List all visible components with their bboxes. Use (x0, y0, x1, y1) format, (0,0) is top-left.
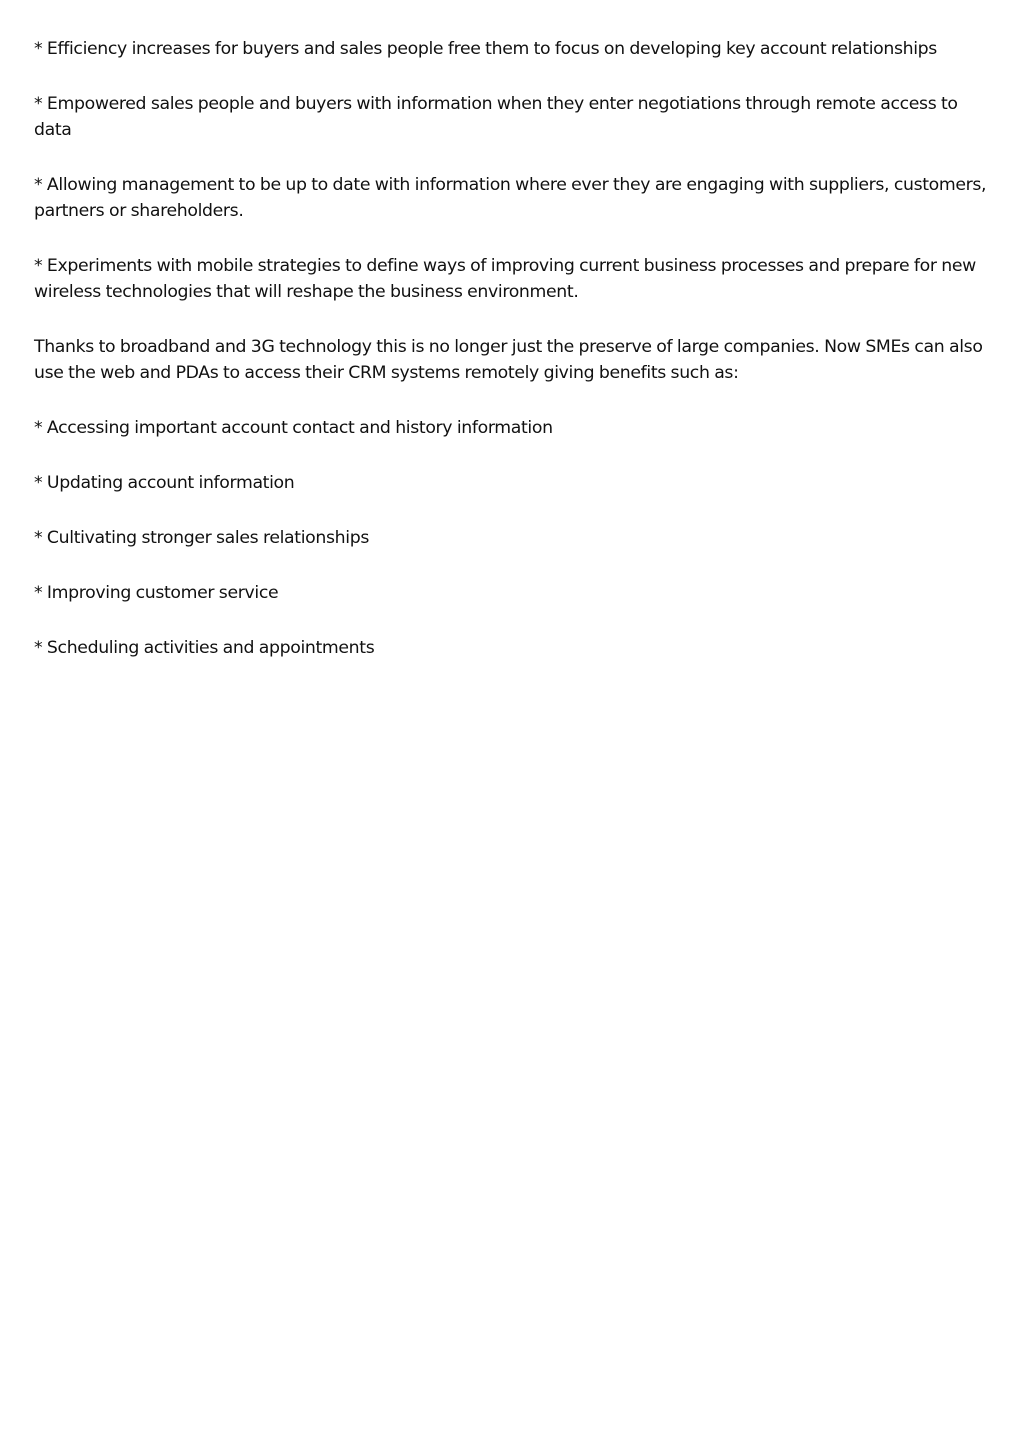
list-item-updating-info: * Updating account information (34, 473, 295, 493)
paragraph-broadband-intro: Thanks to broadband and 3G technology this is no longer just the preserve of large companies. Now SMEs can also use the web and PDAs to access their CRM systems remotely giving benefits such as: (34, 337, 983, 383)
paragraph-efficiency: * Efficiency increases for buyers and sales people free them to focus on developing key account relationships (34, 39, 937, 59)
document-body (34, 36, 994, 690)
list-item-scheduling: * Scheduling activities and appointments (34, 638, 375, 658)
list-item-customer-service: * Improving customer service (34, 583, 279, 603)
list-item-accessing-info: * Accessing important account contact and history information (34, 418, 553, 438)
paragraph-empowered-sales: * Empowered sales people and buyers with information when they enter negotiations through remote access to data (34, 94, 958, 140)
list-item-cultivating: * Cultivating stronger sales relationships (34, 528, 369, 548)
paragraph-management: * Allowing management to be up to date with information where ever they are engaging with suppliers, customers, partners or shareholders. (34, 175, 987, 221)
paragraph-mobile-strategies: * Experiments with mobile strategies to define ways of improving current business processes and prepare for new wireless technologies that will reshape the business environment. (34, 256, 976, 302)
